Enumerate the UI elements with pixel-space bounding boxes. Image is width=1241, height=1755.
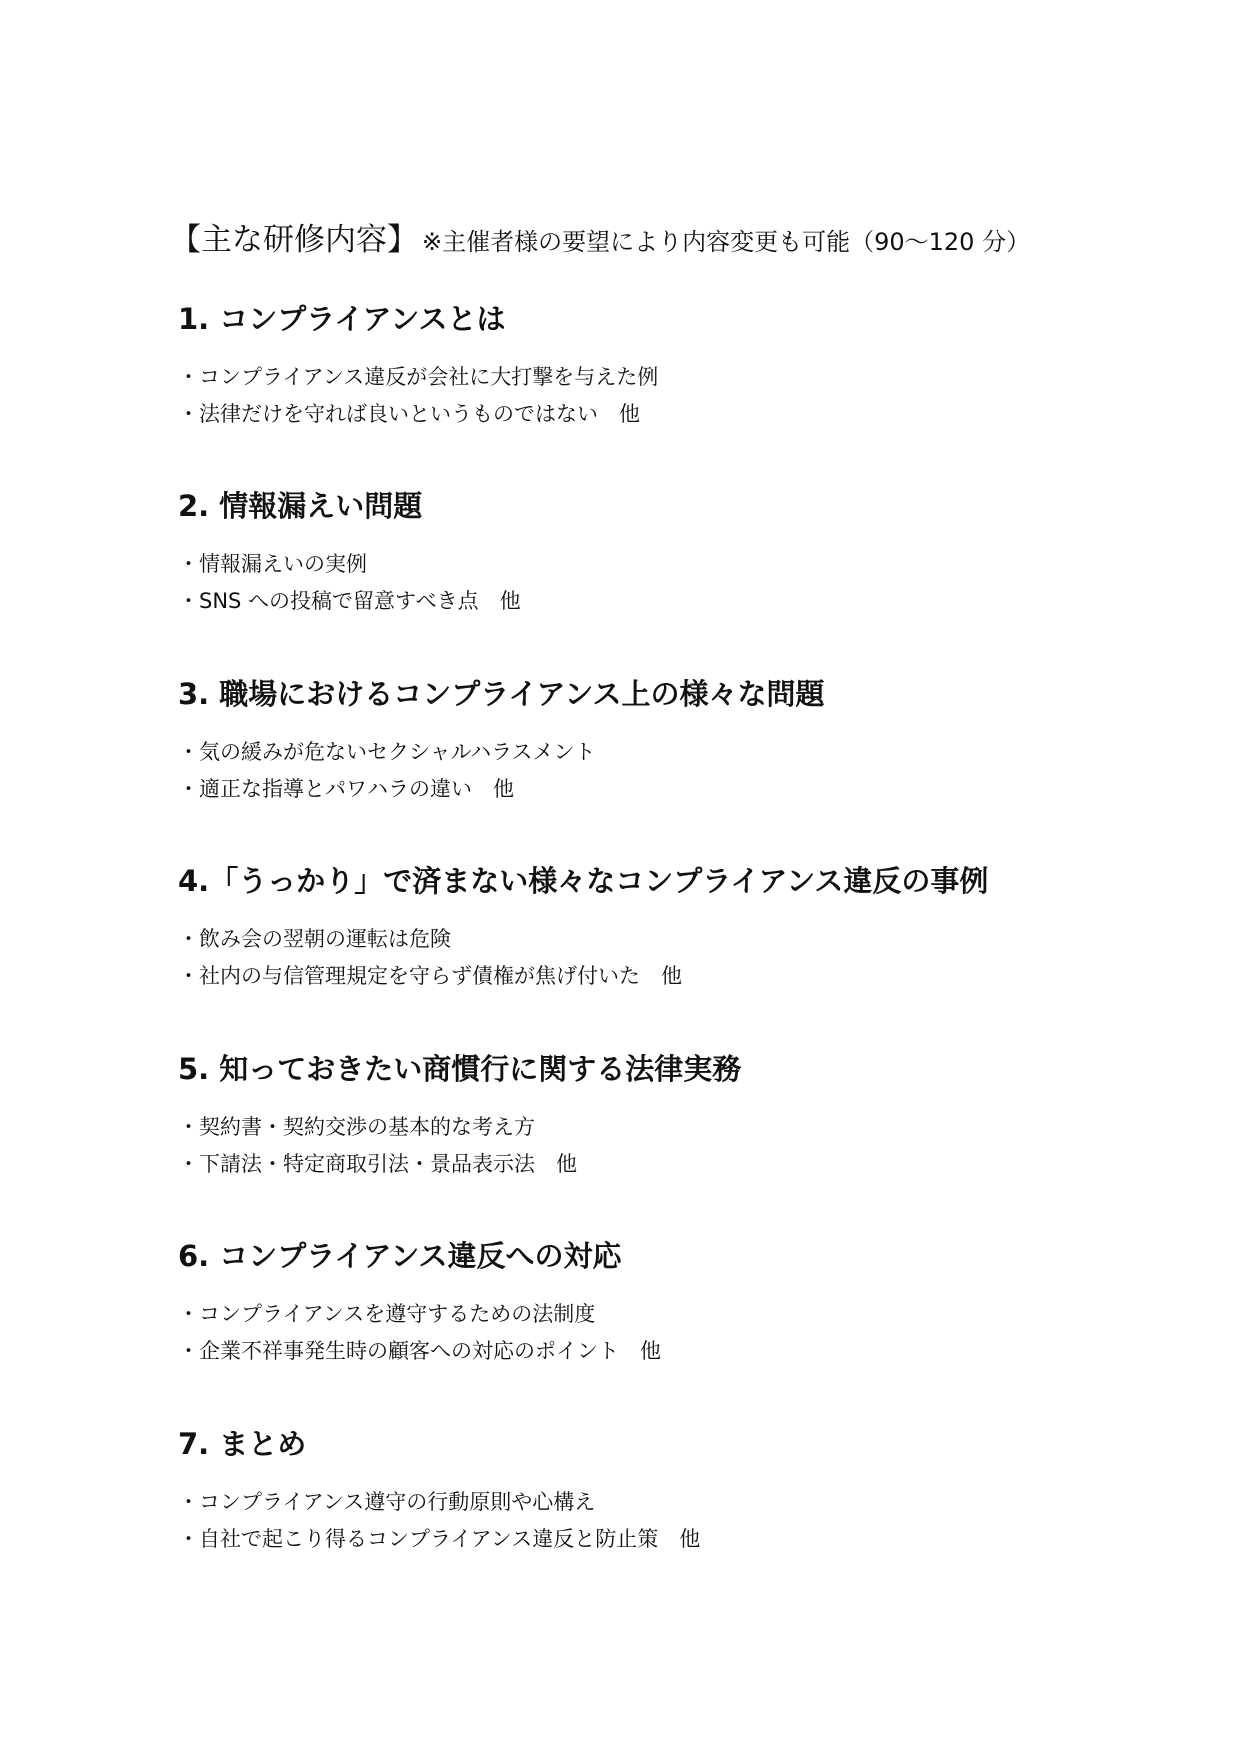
list-item: ・法律だけを守れば良いというものではない 他: [178, 402, 640, 426]
page-heading: [170, 222, 1031, 258]
section-6: [178, 1239, 1178, 1370]
section-7: [178, 1427, 1178, 1558]
list-item: ・適正な指導とパワハラの違い 他: [178, 777, 514, 801]
list-item: ・気の緩みが危ないセクシャルハラスメント: [178, 740, 596, 764]
section-item-list: [178, 1109, 1178, 1183]
section-title: 7. まとめ: [178, 1427, 307, 1461]
section-item-list: [178, 921, 1178, 995]
list-item: ・コンプライアンス違反が会社に大打撃を与えた例: [178, 365, 659, 389]
section-title: 4.「うっかり」で済まない様々なコンプライアンス違反の事例: [178, 864, 989, 898]
list-item: ・飲み会の翌朝の運転は危険: [178, 927, 451, 951]
section-title: 3. 職場におけるコンプライアンス上の様々な問題: [178, 677, 825, 711]
page-title-note: ※主催者様の要望により内容変更も可能（90～120 分）: [422, 228, 1031, 256]
section-2: [178, 489, 1178, 620]
section-item-list: [178, 1296, 1178, 1370]
section-item-list: [178, 734, 1178, 808]
list-item: ・契約書・契約交渉の基本的な考え方: [178, 1115, 535, 1139]
list-item: ・SNS への投稿で留意すべき点 他: [178, 589, 521, 613]
section-title: 1. コンプライアンスとは: [178, 302, 506, 336]
section-title: 6. コンプライアンス違反への対応: [178, 1239, 622, 1273]
list-item: ・自社で起こり得るコンプライアンス違反と防止策 他: [178, 1527, 701, 1551]
list-item: ・コンプライアンスを遵守するための法制度: [178, 1302, 596, 1326]
list-item: ・企業不祥事発生時の顧客への対応のポイント 他: [178, 1339, 661, 1363]
section-3: [178, 677, 1178, 808]
section-1: [178, 302, 1178, 433]
section-title: 5. 知っておきたい商慣行に関する法律実務: [178, 1052, 742, 1086]
section-item-list: [178, 359, 1178, 433]
section-title: 2. 情報漏えい問題: [178, 489, 423, 523]
list-item: ・社内の与信管理規定を守らず債権が焦げ付いた 他: [178, 964, 682, 988]
section-item-list: [178, 546, 1178, 620]
list-item: ・情報漏えいの実例: [178, 552, 367, 576]
section-item-list: [178, 1484, 1178, 1558]
list-item: ・コンプライアンス遵守の行動原則や心構え: [178, 1490, 596, 1514]
list-item: ・下請法・特定商取引法・景品表示法 他: [178, 1152, 577, 1176]
section-4: [178, 864, 1178, 995]
page-title: 【主な研修内容】: [170, 222, 418, 258]
section-5: [178, 1052, 1178, 1183]
